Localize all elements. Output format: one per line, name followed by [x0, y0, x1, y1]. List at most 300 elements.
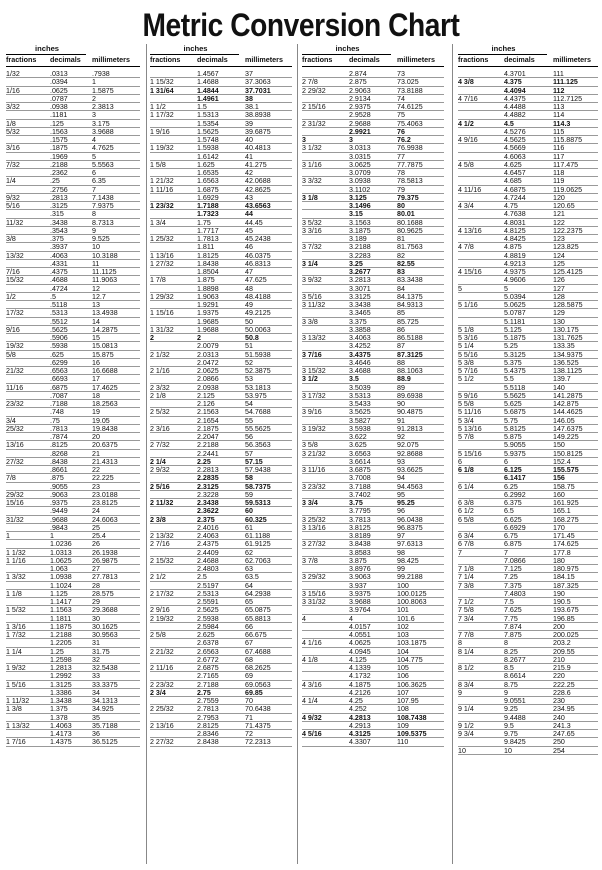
- table-row: [302, 252, 444, 260]
- millimeter-cell: 68.2625: [245, 664, 271, 672]
- millimeter-cell: 200.025: [553, 631, 579, 639]
- fraction-cell: 11/16: [6, 383, 24, 392]
- table-row: [302, 565, 444, 573]
- table-row: [458, 466, 598, 474]
- table-row: [150, 70, 292, 78]
- table-row: [458, 441, 598, 449]
- millimeter-cell: 28: [92, 581, 100, 590]
- fraction-cell: 1 9/32: [6, 664, 26, 672]
- millimeter-cell: 46.8313: [245, 259, 271, 268]
- table-row: [150, 417, 292, 425]
- decimal-cell: 2.3228: [197, 490, 219, 499]
- fraction-cell: 2 1/4: [150, 457, 166, 466]
- decimal-cell: 3.0315: [349, 152, 371, 161]
- decimal-cell: 3.75: [349, 499, 363, 507]
- decimal-cell: .3543: [50, 226, 68, 235]
- fraction-cell: 2 11/16: [150, 664, 174, 672]
- decimal-cell: 1.5748: [197, 136, 219, 144]
- millimeter-cell: 4: [92, 136, 96, 144]
- millimeter-cell: 20.6375: [92, 441, 118, 450]
- decimal-cell: .5625: [50, 325, 68, 334]
- decimal-cell: 4: [349, 614, 353, 623]
- millimeter-cell: 77: [397, 152, 405, 161]
- millimeter-cell: 130: [553, 317, 565, 326]
- millimeter-cell: 59.5313: [245, 499, 271, 507]
- table-row: [6, 549, 140, 557]
- decimal-cell: 3.2283: [349, 251, 371, 260]
- table-row: [302, 210, 444, 218]
- fraction-cell: 8 1/2: [458, 664, 474, 672]
- decimal-cell: 4.6063: [504, 152, 526, 161]
- millimeter-cell: 34.1313: [92, 697, 118, 705]
- fraction-cell: 2 27/32: [150, 738, 174, 747]
- decimal-cell: .9449: [50, 507, 68, 516]
- fraction-cell: 4 1/2: [458, 119, 474, 128]
- table-row: [6, 639, 140, 647]
- decimal-cell: .4331: [50, 259, 68, 268]
- table-row: [302, 351, 444, 359]
- decimal-cell: 2.2835: [197, 474, 219, 483]
- millimeter-cell: 123: [553, 235, 565, 243]
- table-row: [458, 120, 598, 128]
- table-row: [6, 161, 140, 169]
- decimal-cell: 4.5: [504, 119, 514, 128]
- fraction-cell: 5 9/16: [458, 391, 478, 400]
- decimal-cell: 6.375: [504, 499, 522, 507]
- fraction-cell: 3 13/16: [302, 523, 326, 532]
- millimeter-cell: 160: [553, 490, 565, 499]
- table-row: [150, 606, 292, 614]
- table-row: [150, 219, 292, 227]
- millimeter-cell: 74: [397, 94, 405, 103]
- table-row: [458, 87, 598, 95]
- millimeter-cell: 69.85: [245, 688, 263, 697]
- table-row: [458, 235, 598, 243]
- millimeter-cell: 65: [245, 598, 253, 606]
- fraction-cell: 7 7/8: [458, 631, 474, 639]
- fraction-cell: 5 5/16: [458, 350, 478, 359]
- decimal-cell: 5.125: [504, 325, 522, 334]
- millimeter-cell: 80.1688: [397, 218, 423, 227]
- millimeter-cell: 33: [92, 672, 100, 681]
- fraction-cell: 7/8: [6, 474, 16, 483]
- table-row: [6, 334, 140, 342]
- fraction-cell: 9: [458, 688, 462, 697]
- table-row: [302, 664, 444, 672]
- millimeter-cell: 18.2563: [92, 400, 118, 408]
- millimeter-cell: 152.4: [553, 457, 571, 466]
- decimal-cell: 7.625: [504, 606, 522, 615]
- fraction-cell: 3 23/32: [302, 482, 326, 491]
- column-divider: [146, 44, 147, 864]
- decimal-cell: 2.2813: [197, 466, 219, 474]
- table-row: [302, 293, 444, 301]
- millimeter-cell: 60.325: [245, 515, 267, 524]
- decimal-cell: 3.7188: [349, 482, 371, 491]
- millimeter-cell: 80: [397, 202, 405, 210]
- millimeter-cell: 111.125: [553, 78, 578, 87]
- table-row: [458, 672, 598, 680]
- decimal-cell: 4.4375: [504, 94, 526, 103]
- decimal-cell: .2813: [50, 193, 68, 202]
- fraction-cell: 3 1/4: [302, 259, 318, 268]
- decimal-cell: 4.9375: [504, 268, 526, 276]
- fraction-cell: 2 17/32: [150, 589, 174, 598]
- table-row: [6, 738, 140, 746]
- millimeter-cell: 171.45: [553, 532, 575, 540]
- millimeter-cell: 220: [553, 672, 565, 681]
- table-row: [302, 458, 444, 466]
- decimal-cell: 4.7638: [504, 210, 526, 219]
- row-rule: [458, 754, 598, 755]
- table-row: [150, 557, 292, 565]
- fraction-cell: 4 13/16: [458, 226, 482, 235]
- table-row: [458, 474, 598, 482]
- millimeter-cell: 50.8: [245, 334, 259, 342]
- millimeter-cell: 14.2875: [92, 325, 118, 334]
- decimal-cell: 3.8125: [349, 523, 371, 532]
- table-row: [6, 474, 140, 482]
- decimal-cell: .0394: [50, 78, 68, 87]
- decimal-cell: 4.7244: [504, 193, 526, 202]
- table-row: [302, 408, 444, 416]
- millimeter-cell: 51: [245, 342, 253, 351]
- decimal-cell: 5.875: [504, 433, 522, 441]
- millimeter-cell: 119.0625: [553, 185, 583, 194]
- decimal-cell: .5313: [50, 309, 68, 318]
- decimal-cell: 3.8583: [349, 548, 371, 557]
- decimals-header: decimals: [50, 55, 81, 64]
- fraction-cell: 2 7/8: [302, 78, 318, 87]
- table-row: [150, 549, 292, 557]
- fractions-header: fractions: [458, 55, 489, 64]
- millimeter-cell: 85.725: [397, 317, 419, 326]
- decimal-cell: 4.1732: [349, 672, 371, 681]
- decimal-cell: 2.2047: [197, 433, 219, 441]
- millimeter-cell: 97: [397, 532, 405, 540]
- table-row: [6, 268, 140, 276]
- fraction-cell: 7 1/2: [458, 598, 474, 606]
- table-row: [150, 309, 292, 317]
- millimeter-cell: 42: [245, 169, 253, 177]
- decimal-cell: 9.75: [504, 730, 518, 738]
- table-row: [150, 235, 292, 243]
- millimeter-cell: 69: [245, 672, 253, 681]
- millimeter-cell: 38.1: [245, 103, 259, 111]
- millimeter-cell: 104.775: [397, 655, 423, 664]
- fraction-cell: 1: [6, 532, 10, 540]
- millimeter-cell: 133.35: [553, 342, 575, 351]
- fraction-cell: 1 19/32: [150, 144, 174, 153]
- decimal-cell: 6: [504, 457, 508, 466]
- millimeter-cell: 58.7375: [245, 482, 271, 491]
- fraction-cell: 25/32: [6, 424, 24, 433]
- millimeter-cell: 33.3375: [92, 680, 118, 689]
- fraction-cell: 3 5/8: [302, 441, 318, 450]
- table-row: [6, 656, 140, 664]
- table-row: [458, 351, 598, 359]
- decimal-cell: 4.4094: [504, 86, 526, 95]
- fraction-cell: 3: [302, 136, 306, 144]
- table-row: [150, 392, 292, 400]
- fraction-cell: 2 5/32: [150, 408, 170, 417]
- table-row: [302, 120, 444, 128]
- millimeter-cell: 117: [553, 152, 565, 161]
- decimal-cell: 5.75: [504, 416, 518, 425]
- decimal-cell: 1.6535: [197, 169, 219, 177]
- table-row: [302, 161, 444, 169]
- table-row: [6, 532, 140, 540]
- millimeter-cell: 68: [245, 655, 253, 664]
- decimal-cell: 2.0079: [197, 342, 219, 351]
- table-row: [6, 169, 140, 177]
- header-rule: [6, 66, 140, 67]
- table-row: [458, 210, 598, 218]
- millimeter-cell: 43.6563: [245, 202, 271, 210]
- table-row: [150, 153, 292, 161]
- table-row: [302, 144, 444, 152]
- millimeter-cell: 125.4125: [553, 268, 583, 276]
- decimal-cell: .875: [50, 474, 64, 483]
- millimeter-cell: 66: [245, 622, 253, 631]
- decimal-cell: 5.8125: [504, 424, 526, 433]
- table-row: [302, 219, 444, 227]
- decimal-cell: 1.25: [50, 647, 64, 656]
- fraction-cell: 5 1/2: [458, 375, 474, 384]
- fraction-cell: 5 1/4: [458, 342, 474, 351]
- decimal-cell: 2.0938: [197, 383, 219, 392]
- table-row: [302, 128, 444, 136]
- fraction-cell: 1 3/32: [6, 573, 26, 582]
- table-row: [458, 656, 598, 664]
- decimal-cell: 3.25: [349, 259, 363, 268]
- table-row: [150, 120, 292, 128]
- decimal-cell: 2.4063: [197, 532, 219, 540]
- fraction-cell: 2 31/32: [302, 119, 326, 128]
- decimal-cell: .0313: [50, 70, 68, 78]
- table-row: [150, 433, 292, 441]
- table-row: [6, 598, 140, 606]
- table-row: [150, 326, 292, 334]
- millimeter-cell: 7: [92, 185, 96, 194]
- table-row: [150, 375, 292, 383]
- millimeter-cell: 35: [92, 713, 100, 722]
- millimeter-cell: 100: [397, 581, 409, 590]
- decimal-cell: 4.8031: [504, 218, 526, 227]
- millimeter-cell: 120.65: [553, 202, 575, 210]
- millimeter-cell: 67: [245, 639, 253, 648]
- fraction-cell: 1 3/8: [6, 705, 22, 714]
- fraction-cell: 5 7/16: [458, 367, 478, 375]
- column-divider: [297, 44, 298, 864]
- decimal-cell: 3.5313: [349, 391, 371, 400]
- decimal-cell: .6299: [50, 358, 68, 367]
- fraction-cell: 15/16: [6, 499, 24, 507]
- column-divider: [452, 44, 453, 864]
- millimeter-cell: 110: [397, 738, 409, 747]
- millimeter-cell: 109: [397, 721, 409, 730]
- decimal-cell: 8.2677: [504, 655, 526, 664]
- millimeter-cell: 44: [245, 210, 253, 219]
- table-row: [302, 334, 444, 342]
- millimeter-cell: 19.05: [92, 416, 110, 425]
- table-row: [302, 326, 444, 334]
- table-row: [458, 392, 598, 400]
- millimeter-cell: 44.45: [245, 218, 263, 227]
- millimeter-cell: 120: [553, 193, 565, 202]
- decimal-cell: 2.9134: [349, 94, 371, 103]
- table-row: [302, 243, 444, 251]
- millimeter-cell: 114.3: [553, 119, 571, 128]
- decimal-cell: 3.3858: [349, 325, 371, 334]
- table-row: [302, 590, 444, 598]
- table-row: [6, 194, 140, 202]
- millimeter-cell: 75.4063: [397, 119, 423, 128]
- table-row: [458, 516, 598, 524]
- millimeter-cell: 131.7625: [553, 334, 583, 342]
- fraction-cell: 5 7/8: [458, 433, 474, 441]
- millimeter-cell: 18: [92, 391, 100, 400]
- table-row: [458, 540, 598, 548]
- inches-header: inches: [335, 44, 360, 53]
- fraction-cell: 2 13/32: [150, 532, 174, 540]
- millimeter-cell: 65.8813: [245, 614, 271, 623]
- decimal-cell: 2.1654: [197, 416, 219, 425]
- table-row: [458, 408, 598, 416]
- decimal-cell: 1.4173: [50, 730, 72, 738]
- millimeter-cell: 73: [397, 70, 405, 78]
- table-row: [150, 161, 292, 169]
- fraction-cell: 7 5/8: [458, 606, 474, 615]
- table-row: [150, 351, 292, 359]
- table-row: [150, 103, 292, 111]
- millimeter-cell: 161.925: [553, 499, 579, 507]
- table-row: [458, 648, 598, 656]
- fraction-cell: 1 9/16: [150, 127, 170, 136]
- millimeter-cell: 7.1438: [92, 193, 114, 202]
- decimal-cell: 7.125: [504, 565, 522, 573]
- table-row: [6, 450, 140, 458]
- decimal-cell: 1.75: [197, 218, 211, 227]
- decimal-cell: 4.9213: [504, 259, 526, 268]
- fraction-cell: 4 3/8: [458, 78, 474, 87]
- millimeter-cell: 190.5: [553, 598, 571, 606]
- table-row: [150, 227, 292, 235]
- millimeter-cell: 127: [553, 284, 565, 293]
- millimeter-cell: 40: [245, 136, 253, 144]
- decimal-cell: 2.3438: [197, 499, 219, 507]
- table-row: [6, 408, 140, 416]
- table-rows: [6, 70, 140, 747]
- fraction-cell: 5 5/8: [458, 400, 474, 408]
- table-row: [6, 615, 140, 623]
- decimal-cell: 3.0709: [349, 169, 371, 177]
- decimal-cell: 7.875: [504, 631, 522, 639]
- table-row: [458, 499, 598, 507]
- decimal-cell: 6.875: [504, 540, 522, 549]
- decimal-cell: .9063: [50, 490, 68, 499]
- millimeter-cell: 8: [92, 210, 96, 219]
- decimal-cell: 1.6142: [197, 152, 219, 161]
- millimeters-header: millimeters: [245, 55, 283, 64]
- fraction-cell: 4 7/16: [458, 94, 478, 103]
- decimal-cell: 9.0551: [504, 697, 526, 705]
- millimeter-cell: 190: [553, 589, 565, 598]
- table-row: [302, 615, 444, 623]
- millimeter-cell: 38.8938: [245, 111, 271, 120]
- fraction-cell: 6 5/8: [458, 515, 474, 524]
- decimal-cell: 1.9375: [197, 309, 219, 318]
- table-row: [6, 136, 140, 144]
- table-row: [6, 243, 140, 251]
- decimal-cell: 2.4409: [197, 548, 219, 557]
- table-row: [302, 705, 444, 713]
- decimal-cell: 3.0938: [349, 177, 371, 186]
- millimeter-cell: 113: [553, 103, 565, 111]
- millimeter-cell: 34.925: [92, 705, 114, 714]
- fraction-cell: 1 1/4: [6, 647, 22, 656]
- millimeter-cell: 4.7625: [92, 144, 114, 153]
- table-row: [150, 714, 292, 722]
- table-row: [6, 186, 140, 194]
- table-row: [150, 450, 292, 458]
- millimeter-cell: 88.9: [397, 375, 411, 384]
- decimal-cell: .8268: [50, 449, 68, 458]
- fraction-cell: 3 15/16: [302, 589, 326, 598]
- millimeter-cell: 57: [245, 449, 253, 458]
- millimeter-cell: 75: [397, 111, 405, 120]
- millimeter-cell: 47: [245, 268, 253, 276]
- millimeter-cell: 90: [397, 400, 405, 408]
- table-row: [6, 128, 140, 136]
- fraction-cell: 21/32: [6, 367, 24, 375]
- decimal-cell: .5906: [50, 334, 68, 342]
- decimal-cell: 4.4882: [504, 111, 526, 120]
- fraction-cell: 1 31/64: [150, 86, 174, 95]
- row-rule: [6, 746, 140, 747]
- decimal-cell: 3.8189: [349, 532, 371, 540]
- decimal-cell: .3937: [50, 243, 68, 252]
- fraction-cell: 5 3/16: [458, 334, 478, 342]
- fraction-cell: 3 17/32: [302, 391, 326, 400]
- millimeter-cell: 119: [553, 177, 565, 186]
- millimeter-cell: 240: [553, 713, 565, 722]
- decimal-cell: 3.9375: [349, 589, 371, 598]
- decimal-cell: 7.375: [504, 581, 522, 590]
- decimal-cell: 3.3125: [349, 292, 371, 301]
- millimeter-cell: 21.4313: [92, 457, 118, 466]
- decimal-cell: .6875: [50, 383, 68, 392]
- decimal-cell: 1.1563: [50, 606, 72, 615]
- millimeter-cell: 78: [397, 169, 405, 177]
- fraction-cell: 2 1/8: [150, 391, 166, 400]
- fraction-cell: 1/2: [6, 292, 16, 301]
- decimal-cell: 3.5827: [349, 416, 371, 425]
- decimal-cell: 5: [504, 284, 508, 293]
- inches-header: inches: [34, 44, 60, 53]
- millimeter-cell: 31.75: [92, 647, 110, 656]
- millimeter-cell: 134.9375: [553, 350, 583, 359]
- table-row: [302, 111, 444, 119]
- millimeter-cell: 123.825: [553, 243, 579, 252]
- table-row: [6, 202, 140, 210]
- fraction-cell: 3 5/16: [302, 292, 322, 301]
- millimeter-cell: 88.1063: [397, 367, 423, 375]
- millimeter-cell: 10.3188: [92, 251, 118, 260]
- fractions-header: fractions: [302, 55, 333, 64]
- fraction-cell: 1 5/32: [6, 606, 26, 615]
- table-row: [6, 417, 140, 425]
